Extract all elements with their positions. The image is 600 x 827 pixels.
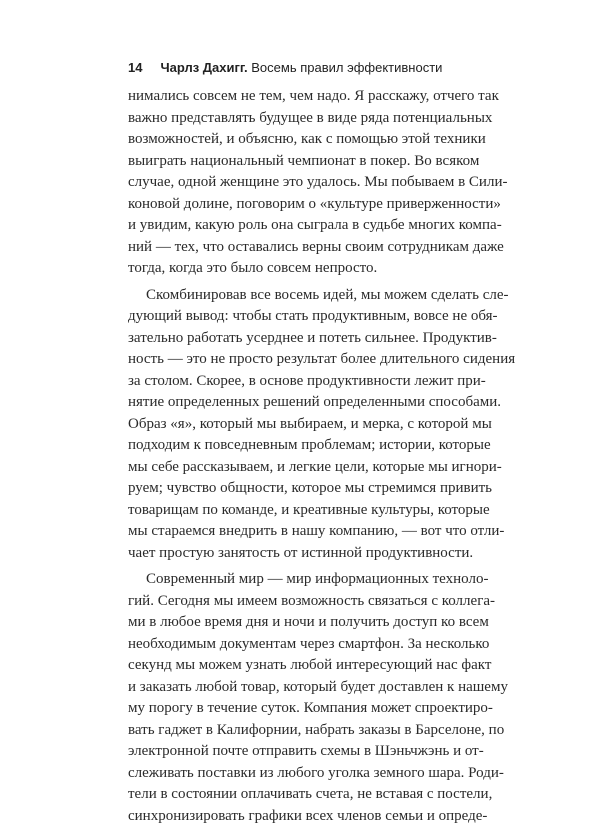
text-line: ний — тех, что оставались верны своим сотрудникам даже xyxy=(128,237,475,259)
page-number: 14 xyxy=(128,60,142,75)
text-line: мы себе рассказываем, и легкие цели, которые мы игнори- xyxy=(128,457,475,479)
text-line: слеживать поставки из любого уголка земного шара. Роди- xyxy=(128,763,475,785)
text-line: мы стараемся внедрить в нашу компанию, — вот что отли- xyxy=(128,521,475,543)
text-line: товарищам по команде, и креативные культуры, которые xyxy=(128,500,475,522)
text-line: синхронизировать графики всех членов семьи и опреде- xyxy=(128,806,475,827)
text-line: необходимым документам через смартфон. За несколько xyxy=(128,634,475,656)
text-line: возможностей, и объясню, как с помощью этой техники xyxy=(128,129,475,151)
text-line: Современный мир — мир информационных техноло- xyxy=(128,569,475,591)
text-line: электронной почте отправить схемы в Шэньчжэнь и от- xyxy=(128,741,475,763)
text-line: коновой долине, поговорим о «культуре приверженности» xyxy=(128,194,475,216)
text-line: руем; чувство общности, которое мы стремимся привить xyxy=(128,478,475,500)
text-line: выиграть национальный чемпионат в покер. Во всяком xyxy=(128,151,475,173)
book-title: Восемь правил эффективности xyxy=(251,60,442,75)
text-line: нимались совсем не тем, чем надо. Я расскажу, отчего так xyxy=(128,86,475,108)
text-line: вать гаджет в Калифорнии, набрать заказы в Барселоне, по xyxy=(128,720,475,742)
text-line: тогда, когда это было совсем непросто. xyxy=(128,258,475,280)
text-line: и заказать любой товар, который будет доставлен к нашему xyxy=(128,677,475,699)
text-line: му порогу в течение суток. Компания может спроектиро- xyxy=(128,698,475,720)
body-text xyxy=(128,86,475,827)
text-line: случае, одной женщине это удалось. Мы побываем в Сили- xyxy=(128,172,475,194)
text-line: гий. Сегодня мы имеем возможность связаться с коллега- xyxy=(128,591,475,613)
text-line: подходим к повседневным проблемам; истории, которые xyxy=(128,435,475,457)
text-line: ми в любое время дня и ночи и получить доступ ко всем xyxy=(128,612,475,634)
text-line: важно представлять будущее в виде ряда потенциальных xyxy=(128,108,475,130)
text-line: за столом. Скорее, в основе продуктивности лежит при- xyxy=(128,371,475,393)
running-header xyxy=(128,60,488,75)
text-line: нятие определенных решений определенными способами. xyxy=(128,392,475,414)
text-line: зательно работать усерднее и потеть сильнее. Продуктив- xyxy=(128,328,475,350)
paragraph-3 xyxy=(128,569,475,827)
text-line: ность — это не просто результат более длительного сидения xyxy=(128,349,475,371)
author-name: Чарлз Дахигг. xyxy=(160,60,247,75)
text-line: Образ «я», который мы выбираем, и мерка, с которой мы xyxy=(128,414,475,436)
text-line: дующий вывод: чтобы стать продуктивным, вовсе не обя- xyxy=(128,306,475,328)
paragraph-2 xyxy=(128,285,475,565)
text-line: тели в состоянии оплачивать счета, не вставая с постели, xyxy=(128,784,475,806)
text-line: Скомбинировав все восемь идей, мы можем сделать сле- xyxy=(128,285,475,307)
paragraph-1 xyxy=(128,86,475,280)
text-line: и увидим, какую роль она сыграла в судьбе многих компа- xyxy=(128,215,475,237)
text-line: чает простую занятость от истинной продуктивности. xyxy=(128,543,475,565)
text-line: секунд мы можем узнать любой интересующий нас факт xyxy=(128,655,475,677)
